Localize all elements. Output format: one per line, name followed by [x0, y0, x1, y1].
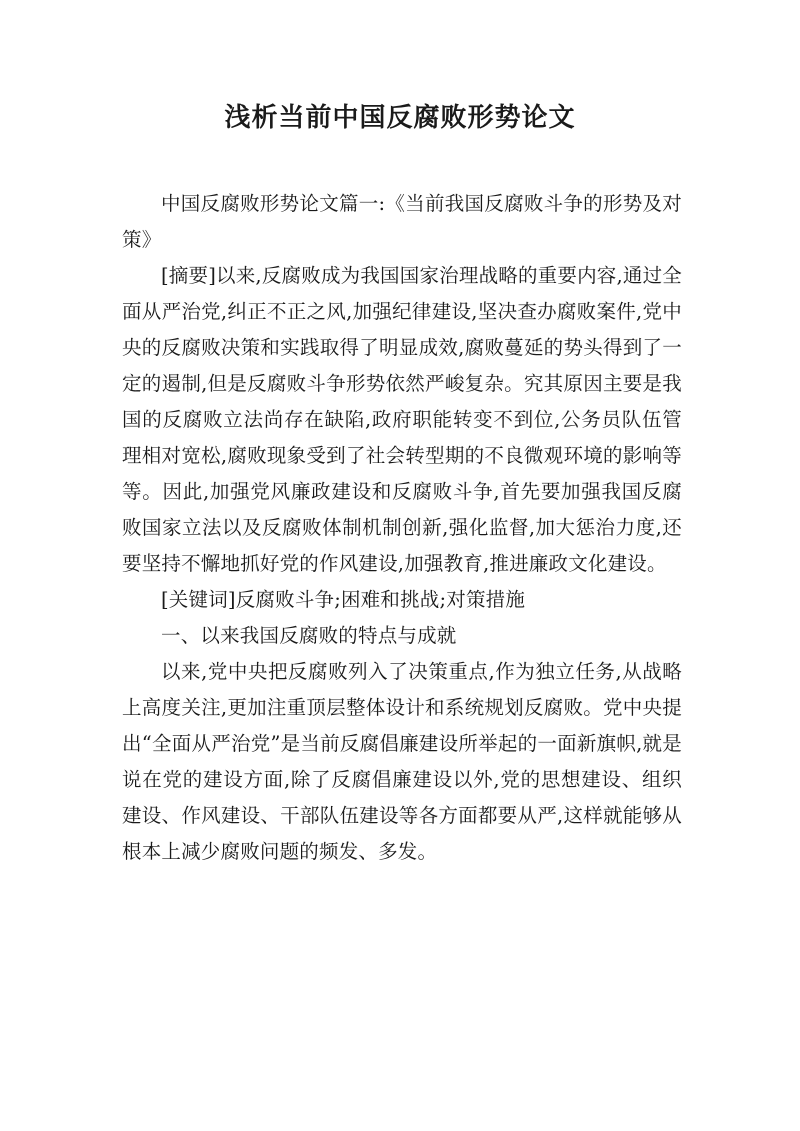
paragraph-keywords: [关键词]反腐败斗争;困难和挑战;对策措施 [161, 588, 526, 611]
paragraph-source: 中国反腐败形势论文篇一:《当前我国反腐败斗争的形势及对策》 [122, 192, 682, 251]
paragraph-section-body: 以来,党中央把反腐败列入了决策重点,作为独立任务,从战略上高度关注,更加注重顶层整体设计和系统规划反腐败。党中央提出“全面从严治党”是当前反腐倡廉建设所举起的一面新旗帜,就是说在党的建设方面,除了反腐倡廉建设以外,党的思想建设、组织建设、作风建设、干部队伍建设等各方面都要从严,这样就能够从根本上减少腐败问题的频发、多发。 [122, 660, 682, 863]
document-title: 浅析当前中国反腐败形势论文 [224, 103, 576, 133]
section-heading: 一、以来我国反腐败的特点与成就 [161, 624, 457, 647]
paragraph-abstract: [摘要]以来,反腐败成为我国国家治理战略的重要内容,通过全面从严治党,纠正不正之风,加强纪律建设,坚决查办腐败案件,党中央的反腐败决策和实践取得了明显成效,腐败蔓延的势头得到了一定的遏制,但是反腐败斗争形势依然严峻复杂。究其原因主要是我国的反腐败立法尚存在缺陷,政府职能转变不到位,公务员队伍管理相对宽松,腐败现象受到了社会转型期的不良微观环境的影响等等。因此,加强党风廉政建设和反腐败斗争,首先要加强我国反腐败国家立法以及反腐败体制机制创新,强化监督,加大惩治力度,还要坚持不懈地抓好党的作风建设,加强教育,推进廉政文化建设。 [122, 264, 682, 575]
document-body [122, 186, 682, 870]
